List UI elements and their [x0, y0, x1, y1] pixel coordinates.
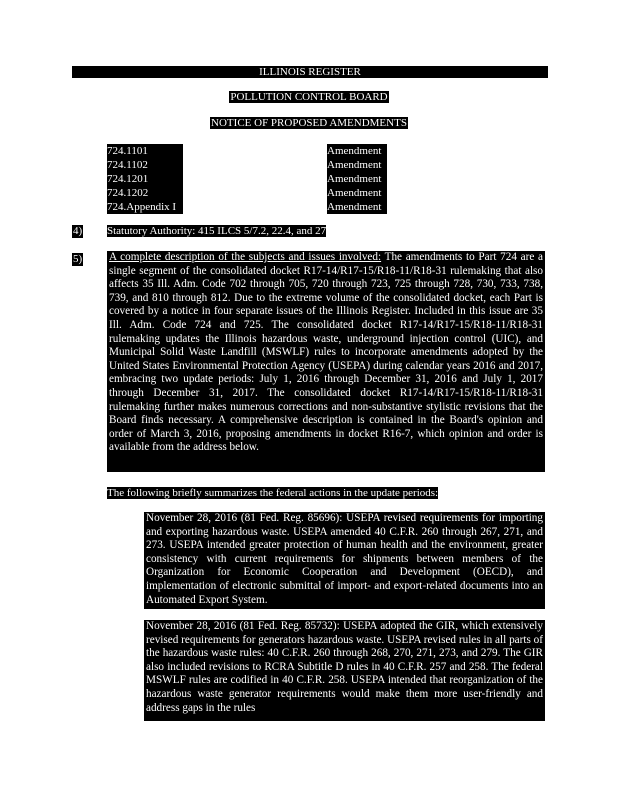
item-5-number: 5)	[73, 253, 83, 265]
table-row-section: 724.Appendix I	[107, 200, 183, 214]
summary-intro	[107, 487, 438, 500]
description-body: The amendments to Part 724 are a single segment of the consolidated docket R17-14/R17-15/R18-11/R18-31 rulemaking that also affects 35 Ill. Adm. Code 702 through 705, 720 through 723, 725 through 728, 730, 733, 738, 739, and 810 through 812. Due to the extreme volume of the consolidated docket, each Part is covered by a notice in four separate issues of the Illinois Register. Included in this issue are 35 Ill. Adm. Code 724 and 725. The consolidated docket R17-14/R17-15/R18-11/R18-31 rulemaking updates the Illinois hazardous waste, underground injection control (UIC), and Municipal Solid Waste Landfill (MSWLF) rules to incorporate amendments adopted by the United States Environmental Protection Agency (USEPA) during calendar years 2016 and 2017, embracing two update periods: July 1, 2016 through December 31, 2016 and July 1, 2017 through December 31, 2017. The consolidated docket R17-14/R17-15/R18-11/R18-31 rulemaking further makes numerous corrections and non-substantive stylistic revisions that the Board finds necessary. A comprehensive description is contained in the Board's opinion and order of March 3, 2016, proposing amendments in docket R16-7, which opinion and order is available from the address below.	[109, 251, 543, 454]
table-row-section: 724.1201	[107, 172, 183, 186]
table-row-action: Amendment	[327, 186, 387, 200]
table-row-action: Amendment	[327, 158, 387, 172]
statutory-authority-text: Statutory Authority: 415 ILCS 5/7.2, 22.4, and 27	[107, 225, 327, 237]
statutory-authority	[107, 225, 326, 238]
notice-title: NOTICE OF PROPOSED AMENDMENTS	[211, 117, 407, 129]
summary-intro-text: The following briefly summarizes the federal actions in the update periods:	[107, 487, 439, 499]
table-row-section: 724.1102	[107, 158, 183, 172]
board-title: POLLUTION CONTROL BOARD	[230, 91, 388, 103]
table-row-action: Amendment	[327, 144, 387, 158]
federal-action-item: November 28, 2016 (81 Fed. Reg. 85732): USEPA adopted the GIR, which extensively revised requirements for generators hazardous waste. USEPA revised rules in all parts of the hazardous waste rules: 40 C.F.R. 260 through 268, 270, 271, 273, and 279. The GIR also included revisions to RCRA Subtitle D rules in 40 C.F.R. 257 and 258. The federal MSWLF rules are codified in 40 C.F.R. 258. USEPA intended that reorganization of the hazardous waste generator requirements would make them more user-friendly and address gaps in the rules	[144, 620, 545, 721]
table-row-action: Amendment	[327, 172, 387, 186]
description-lead: A complete description of the subjects and issues involved:	[109, 251, 382, 263]
table-row-section: 724.1101	[107, 144, 183, 158]
table-row-action: Amendment	[327, 200, 387, 214]
item-4-number: 4)	[73, 225, 83, 237]
table-row-section: 724.1202	[107, 186, 183, 200]
federal-action-item: November 28, 2016 (81 Fed. Reg. 85696): USEPA revised requirements for importing and exporting hazardous waste. USEPA amended 40 C.F.R. 260 through 267, 271, and 273. USEPA intended greater protection of human health and the environment, greater consistency with current requirements for shipments between members of the Organization for Economic Cooperation and Development (OECD), and implementation of electronic submittal of import- and export-related documents into an Automated Export System.	[144, 512, 545, 609]
description-paragraph	[107, 251, 545, 472]
register-header-bar	[72, 66, 548, 78]
register-title: ILLINOIS REGISTER	[259, 66, 361, 78]
